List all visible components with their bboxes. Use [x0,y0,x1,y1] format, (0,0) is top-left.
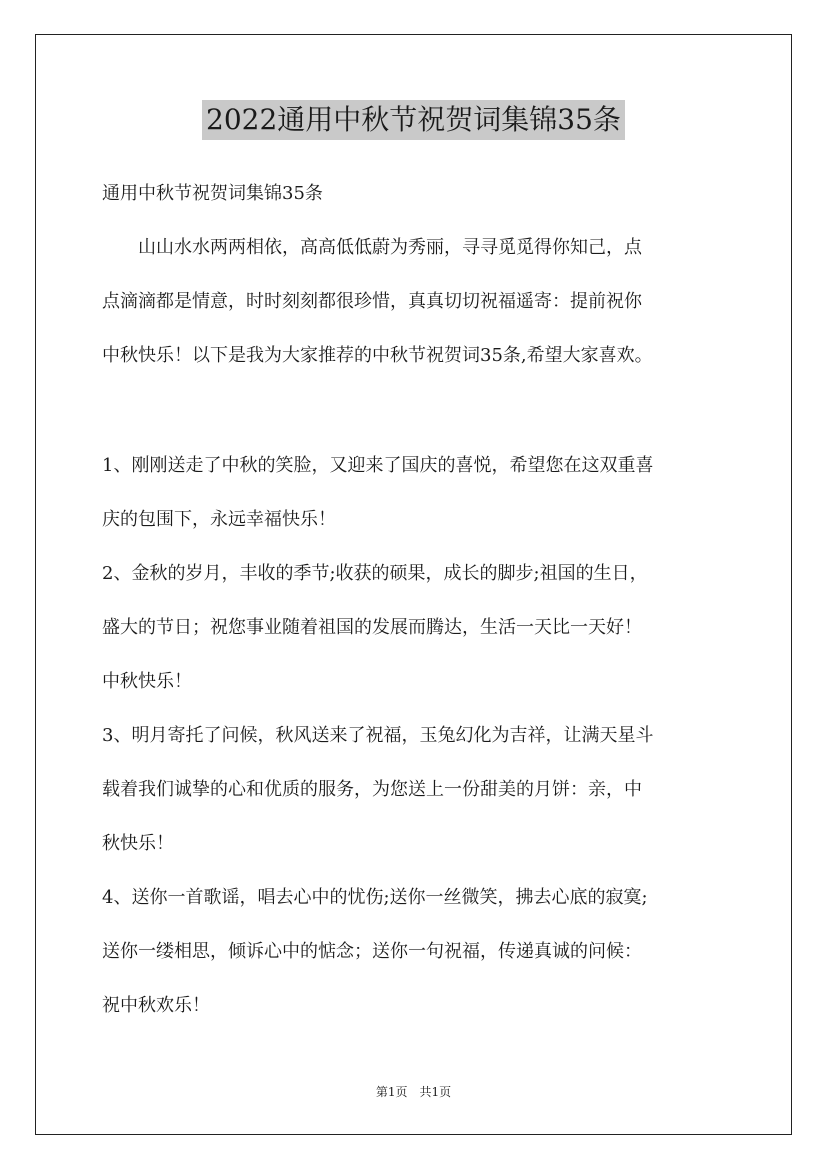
greeting-line: 中秋快乐！ [102,671,192,692]
greeting-line: 4、送你一首歌谣，唱去心中的忧伤;送你一丝微笑，拂去心底的寂寞; [102,887,648,908]
paragraph-line: 中秋快乐！以下是我为大家推荐的中秋节祝贺词35条,希望大家喜欢。 [102,345,653,366]
greeting-line: 庆的包围下，永远幸福快乐！ [102,509,336,530]
document-title: 2022通用中秋节祝贺词集锦35条 [202,100,625,140]
greeting-line: 1、刚刚送走了中秋的笑脸，又迎来了国庆的喜悦，希望您在这双重喜 [102,455,654,476]
greeting-line: 3、明月寄托了问候，秋风送来了祝福，玉兔幻化为吉祥，让满天星斗 [102,725,654,746]
paragraph-line: 山山水水两两相依，高高低低蔚为秀丽，寻寻觅觅得你知己，点 [102,237,642,258]
greeting-line: 秋快乐！ [102,833,174,854]
title-container [0,100,827,140]
greeting-line: 盛大的节日；祝您事业随着祖国的发展而腾达，生活一天比一天好！ [102,617,642,638]
document-subtitle: 通用中秋节祝贺词集锦35条 [102,183,323,204]
greeting-line: 送你一缕相思，倾诉心中的惦念；送你一句祝福，传递真诚的问候： [102,941,642,962]
greeting-line: 载着我们诚挚的心和优质的服务，为您送上一份甜美的月饼：亲，中 [102,779,642,800]
greeting-line: 祝中秋欢乐！ [102,995,210,1016]
paragraph-line: 点滴滴都是情意，时时刻刻都很珍惜，真真切切祝福遥寄：提前祝你 [102,291,642,312]
page-footer: 第1页 共1页 [375,1085,452,1099]
greeting-line: 2、金秋的岁月，丰收的季节;收获的硕果，成长的脚步;祖国的生日， [102,563,648,584]
